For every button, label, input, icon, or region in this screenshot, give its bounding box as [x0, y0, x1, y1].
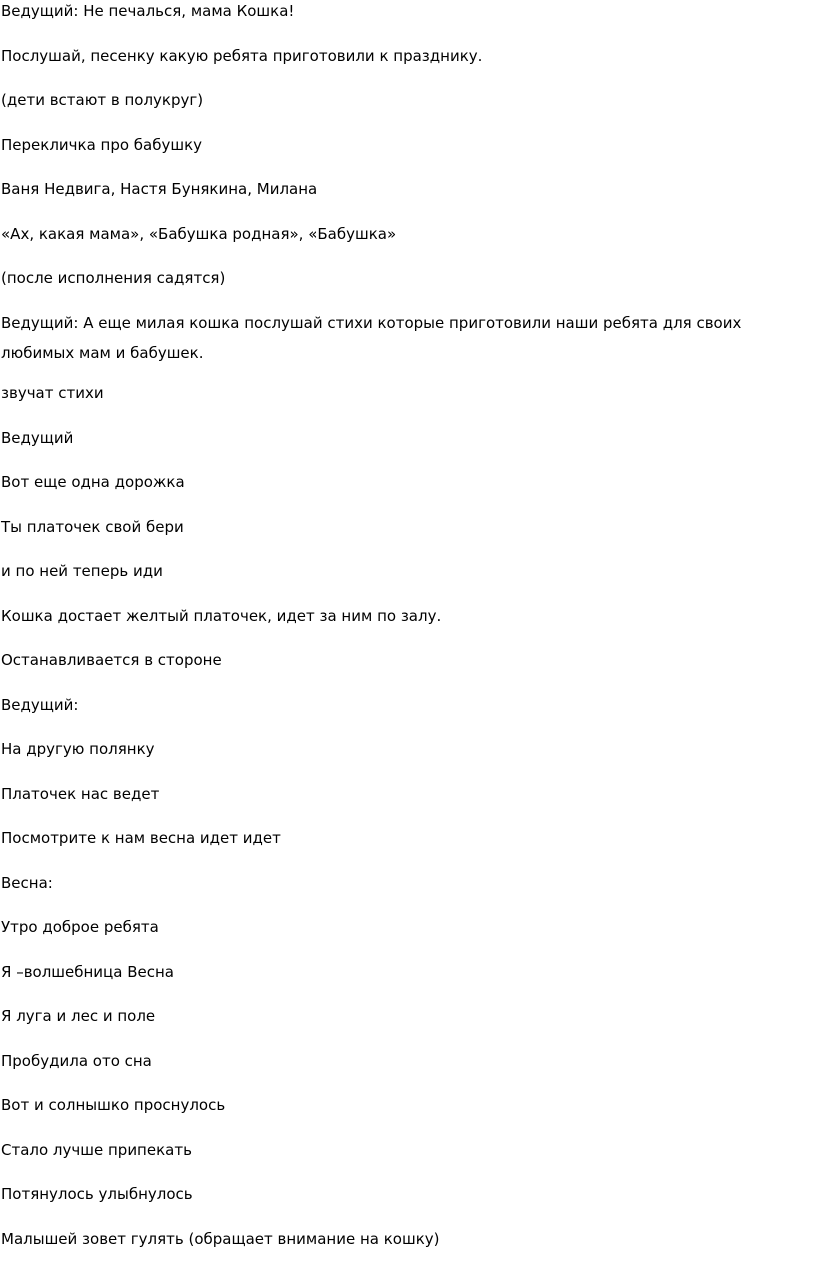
paragraph-verse-line: и по ней теперь иди [1, 562, 163, 580]
paragraph-stage-direction: Кошка достает желтый платочек, идет за ним по залу. [1, 607, 442, 625]
paragraph-speaker-host: Ведущий [1, 429, 74, 447]
paragraph-songs: «Ах, какая мама», «Бабушка родная», «Бабушка» [1, 225, 397, 243]
paragraph-performers: Ваня Недвига, Настя Бунякина, Милана [1, 180, 318, 198]
paragraph-speaker-spring: Весна: [1, 874, 53, 892]
paragraph-verse-line: Малышей зовет гулять (обращает внимание на кошку) [1, 1230, 440, 1248]
paragraph-verse-line: На другую полянку [1, 740, 155, 758]
paragraph-stage-direction: (дети встают в полукруг) [1, 91, 204, 109]
paragraph-stage-direction: (после исполнения садятся) [1, 269, 226, 287]
paragraph-host-intro: Ведущий: Не печалься, мама Кошка! [1, 2, 295, 20]
paragraph-listen-song: Послушай, песенку какую ребята приготовили к празднику. [1, 47, 483, 65]
paragraph-verse-line: Ты платочек свой бери [1, 518, 184, 536]
paragraph-verse-line: Вот еще одна дорожка [1, 473, 185, 491]
paragraph-verse-line: Я луга и лес и поле [1, 1007, 156, 1025]
paragraph-verse-line: Вот и солнышко проснулось [1, 1096, 226, 1114]
paragraph-verse-line: Я –волшебница Весна [1, 963, 174, 981]
paragraph-speaker-host: Ведущий: [1, 696, 79, 714]
paragraph-verse-line: Платочек нас ведет [1, 785, 160, 803]
paragraph-song-title: Перекличка про бабушку [1, 136, 203, 154]
paragraph-poems-sound: звучат стихи [1, 384, 104, 402]
paragraph-verse-line: Утро доброе ребята [1, 918, 159, 936]
paragraph-verse-line: Потянулось улыбнулось [1, 1185, 193, 1203]
paragraph-verse-line: Стало лучше припекать [1, 1141, 192, 1159]
paragraph-host-poems: Ведущий: А еще милая кошка послушай стихи которые приготовили наши ребята для своих любимых мам и бабушек. [1, 314, 742, 362]
paragraph-verse-line: Пробудила ото сна [1, 1052, 152, 1070]
paragraph-stage-direction: Останавливается в стороне [1, 651, 222, 669]
paragraph-verse-line: Посмотрите к нам весна идет идет [1, 829, 281, 847]
